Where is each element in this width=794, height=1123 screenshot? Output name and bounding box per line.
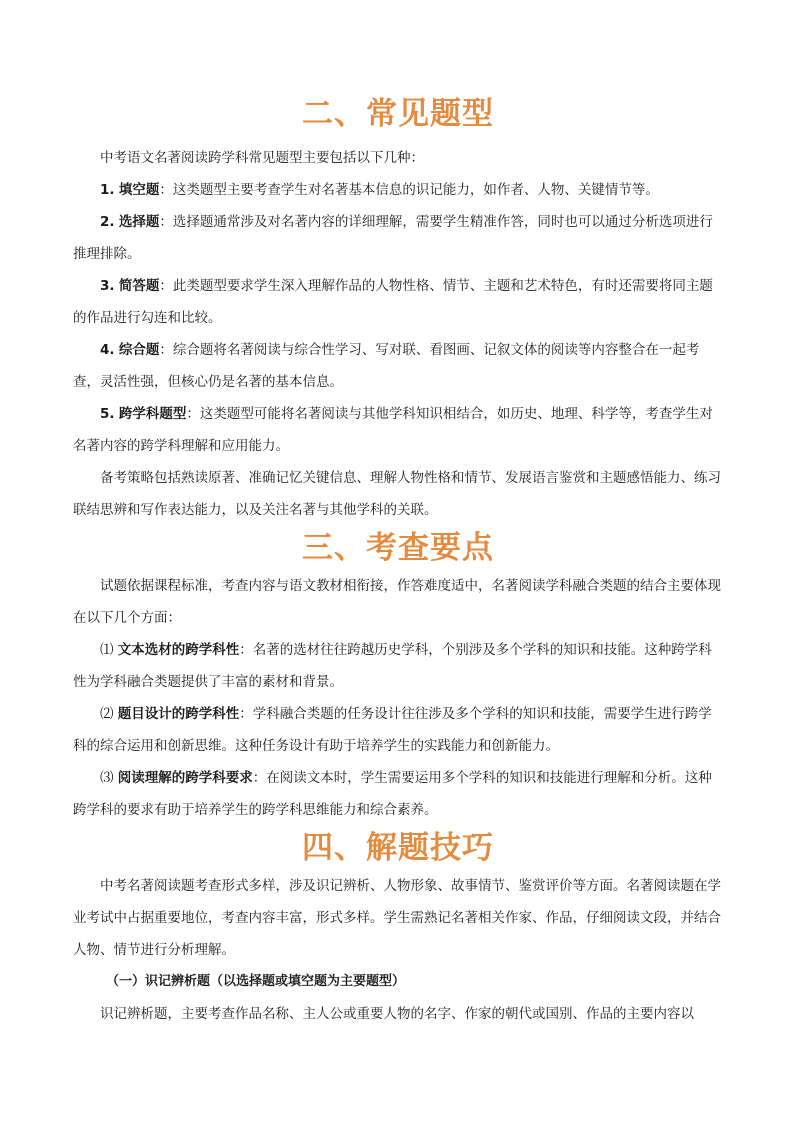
item-number: 4. bbox=[100, 342, 115, 358]
item-number: 1. bbox=[100, 182, 115, 198]
list-item bbox=[73, 634, 723, 698]
item-label: 阅读理解的跨学科要求 bbox=[117, 770, 253, 786]
item-text: ：综合题将名著阅读与综合性学习、写对联、看图画、记叙文体的阅读等内容整合在一起考查，灵活性强，但核心仍是名著的基本信息。 bbox=[73, 342, 700, 390]
item-text: ：此类题型要求学生深入理解作品的人物性格、情节、主题和艺术特色，有时还需要将同主题的作品进行勾连和比较。 bbox=[73, 278, 713, 326]
paragraph-intro: 中考名著阅读题考查形式多样，涉及识记辨析、人物形象、故事情节、鉴赏评价等方面。名著阅读题在学业考试中占据重要地位，考查内容丰富，形式多样。学生需熟记名著相关作家、作品，仔细阅读文段，并结合人物、情节进行分析理解。 bbox=[73, 878, 721, 958]
item-label: 选择题 bbox=[118, 214, 160, 230]
section-title-key-points: 三、考查要点 bbox=[302, 530, 494, 566]
list-item bbox=[73, 698, 723, 762]
item-number: ⑶ bbox=[100, 770, 114, 786]
item-text: ：学科融合类题的任务设计往往涉及多个学科的知识和技能，需要学生进行跨学科的综合运用和创新思维。这种任务设计有助于培养学生的实践能力和创新能力。 bbox=[73, 706, 712, 754]
list-item bbox=[73, 334, 723, 398]
section-title-common-types: 二、常见题型 bbox=[302, 96, 494, 132]
item-number: 2. bbox=[100, 214, 115, 230]
item-text: ：这类题型可能将名著阅读与其他学科知识相结合，如历史、地理、科学等，考查学生对名著内容的跨学科理解和应用能力。 bbox=[73, 406, 713, 454]
paragraph-strategy: 备考策略包括熟读原著、准确记忆关键信息、理解人物性格和情节、发展语言鉴赏和主题感悟能力、练习联结思辨和写作表达能力，以及关注名著与其他学科的关联。 bbox=[73, 470, 721, 518]
list-item bbox=[73, 270, 723, 334]
subsection-heading: （一）识记辨析题（以选择题或填空题为主要题型） bbox=[106, 974, 406, 989]
item-text: ：这类题型主要考查学生对名著基本信息的识记能力，如作者、人物、关键情节等。 bbox=[159, 182, 659, 198]
item-number: ⑵ bbox=[100, 706, 114, 722]
item-text: ：在阅读文本时，学生需要运用多个学科的知识和技能进行理解和分析。这种跨学科的要求有助于培养学生的跨学科思维能力和综合素养。 bbox=[73, 770, 712, 818]
item-label: 综合题 bbox=[118, 342, 160, 358]
list-item bbox=[73, 174, 723, 206]
item-label: 跨学科题型 bbox=[118, 406, 187, 422]
item-number: 5. bbox=[100, 406, 115, 422]
document-content bbox=[73, 0, 723, 1030]
list-item bbox=[73, 398, 723, 462]
item-label: 文本选材的跨学科性 bbox=[117, 642, 240, 658]
paragraph-intro: 试题依据课程标准，考查内容与语文教材相衔接，作答难度适中，名著阅读学科融合类题的结合主要体现在以下几个方面： bbox=[73, 578, 721, 626]
list-item bbox=[73, 762, 723, 826]
item-label: 简答题 bbox=[118, 278, 160, 294]
item-number: 3. bbox=[100, 278, 115, 294]
item-text: ：选择题通常涉及对名著内容的详细理解，需要学生精准作答，同时也可以通过分析选项进行推理排除。 bbox=[73, 214, 713, 262]
paragraph-intro: 中考语文名著阅读跨学科常见题型主要包括以下几种： bbox=[100, 150, 424, 166]
item-text: ：名著的选材往往跨越历史学科，个别涉及多个学科的知识和技能。这种跨学科性为学科融合类题提供了丰富的素材和背景。 bbox=[73, 642, 712, 690]
item-number: ⑴ bbox=[100, 642, 114, 658]
item-label: 填空题 bbox=[118, 182, 160, 198]
item-label: 题目设计的跨学科性 bbox=[117, 706, 240, 722]
section-title-techniques: 四、解题技巧 bbox=[302, 830, 494, 866]
paragraph-body: 识记辨析题，主要考查作品名称、主人公或重要人物的名字、作家的朝代或国别、作品的主要内容以 bbox=[100, 1006, 694, 1022]
list-item bbox=[73, 206, 723, 270]
